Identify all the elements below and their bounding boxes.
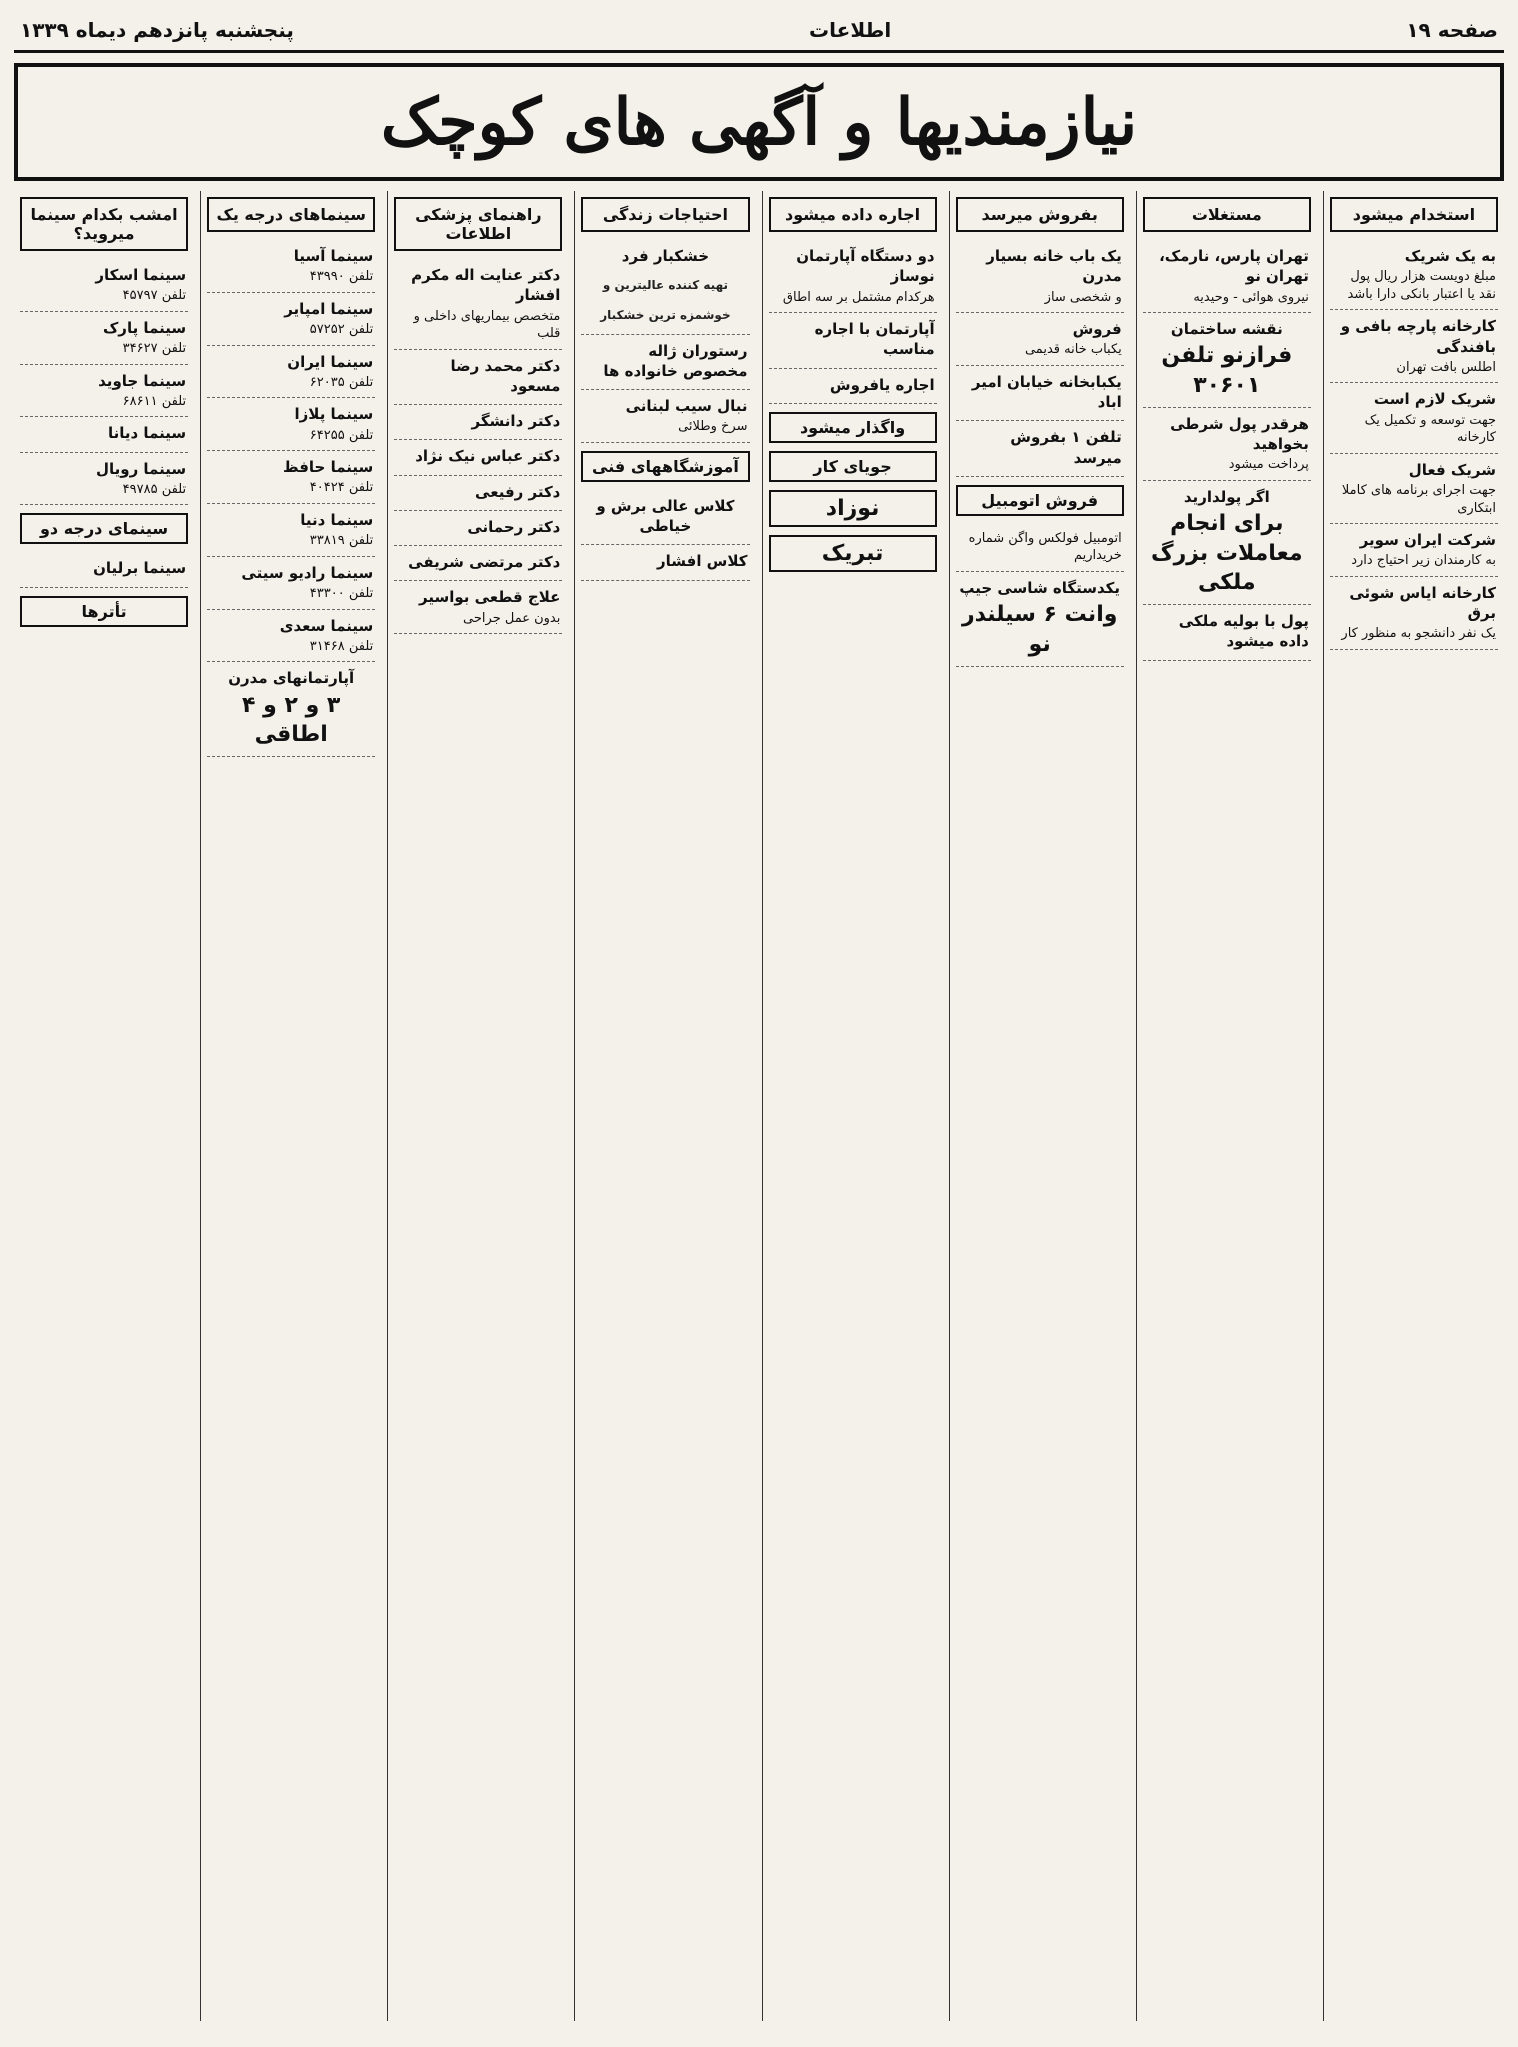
- ad-item: دکتر مرتضی شریفی: [394, 546, 562, 581]
- ad-item: کارخانه پارچه بافی و بافندگی اطلس بافت تهران: [1330, 310, 1498, 383]
- ad-item: سینما رویال تلفن ۴۹۷۸۵: [20, 453, 188, 506]
- ad-item: تلفن ۱ بفروش میرسد: [956, 421, 1124, 477]
- column-title: اجاره داده میشود: [769, 197, 937, 232]
- section-title: تبریک: [769, 535, 937, 572]
- ad-item: رستوران ژاله مخصوص خانواده ها: [581, 335, 749, 391]
- classified-banner: [14, 63, 1504, 181]
- ad-item: سینما امپایر تلفن ۵۷۲۵۲: [207, 293, 375, 346]
- banner-title: نیازمندیها و آگهی های کوچک: [380, 84, 1138, 160]
- ad-item: اجاره یافروش: [769, 369, 937, 404]
- top-header: [14, 10, 1504, 53]
- section-title: فروش اتومبیل: [956, 485, 1124, 516]
- ad-item: علاج قطعی بواسیر بدون عمل جراحی: [394, 581, 562, 634]
- date: پنجشنبه پانزدهم دیماه ۱۳۳۹: [20, 18, 294, 42]
- column-0: [1323, 191, 1504, 2021]
- column-title: بفروش میرسد: [956, 197, 1124, 232]
- ad-item: دکتر رحمانی: [394, 511, 562, 546]
- ad-item: دکتر رفیعی: [394, 476, 562, 511]
- ad-item: سینما آسیا تلفن ۴۳۹۹۰: [207, 240, 375, 293]
- ad-item: خشکبار فرد تهیه کننده عالیترین و خوشمزه ترین خشکبار: [581, 240, 749, 335]
- section-title: نوزاد: [769, 490, 937, 527]
- ad-item: شرکت ایران سویر به کارمندان زیر احتیاج دارد: [1330, 524, 1498, 577]
- ad-item: کارخانه ایاس شوئی برق یک نفر دانشجو به منظور کار: [1330, 577, 1498, 650]
- ad-item: سینما برلیان: [20, 552, 188, 587]
- ad-item: یک باب خانه بسیار مدرن و شخصی ساز: [956, 240, 1124, 313]
- ad-item: اتومبیل فولکس واگن شماره خریداریم: [956, 524, 1124, 572]
- ad-item: سینما حافظ تلفن ۴۰۴۲۴: [207, 451, 375, 504]
- ad-item: سینما پارک تلفن ۳۴۶۲۷: [20, 312, 188, 365]
- section-title: جویای کار: [769, 451, 937, 482]
- column-1: [1136, 191, 1317, 2021]
- ad-item: نقشه ساختمان فرازنو تلفن ۳۰۶۰۱: [1143, 313, 1311, 408]
- column-2: [949, 191, 1130, 2021]
- column-7: [14, 191, 194, 2021]
- column-3: [762, 191, 943, 2021]
- ad-item: کلاس افشار: [581, 545, 749, 580]
- ad-item: سینما دنیا تلفن ۳۳۸۱۹: [207, 504, 375, 557]
- ad-item: دکتر دانشگر: [394, 405, 562, 440]
- column-4: [574, 191, 755, 2021]
- section-title: تأترها: [20, 596, 188, 627]
- ad-item: سینما پلازا تلفن ۶۴۲۵۵: [207, 398, 375, 451]
- ad-item: هرقدر پول شرطی بخواهید پرداخت میشود: [1143, 408, 1311, 481]
- ad-item: سینما دیانا: [20, 417, 188, 452]
- ad-item: آپارتمانهای مدرن ۳ و ۲ و ۴ اطاقی: [207, 662, 375, 757]
- ad-item: نبال سیب لبنانی سرخ وطلائی: [581, 390, 749, 443]
- section-title: واگذار میشود: [769, 412, 937, 443]
- ad-item: دکتر عباس نیک نژاد: [394, 440, 562, 475]
- column-title: راهنمای پزشکی اطلاعات: [394, 197, 562, 251]
- ad-item: سینما ایران تلفن ۶۲۰۳۵: [207, 346, 375, 399]
- page-number: صفحه ۱۹: [1406, 18, 1498, 42]
- ad-item: تهران پارس، نارمک، تهران نو نیروی هوائی - وحیدیه: [1143, 240, 1311, 313]
- ad-item: سینما سعدی تلفن ۳۱۴۶۸: [207, 610, 375, 663]
- column-title: استخدام میشود: [1330, 197, 1498, 232]
- column-title: امشب بکدام سینما میروید؟: [20, 197, 188, 251]
- ad-item: یکبابخانه خیابان امیر اباد: [956, 366, 1124, 422]
- paper-name: اطلاعات: [809, 18, 892, 42]
- ad-item: به یک شریک مبلغ دویست هزار ریال پول نقد یا اعتبار بانکی دارا باشد: [1330, 240, 1498, 310]
- ad-item: اگر پولدارید برای انجام معاملات بزرگ ملکی: [1143, 481, 1311, 605]
- ad-item: یکدستگاه شاسی جیپ وانت ۶ سیلندر نو: [956, 572, 1124, 667]
- section-title: آموزشگاههای فنی: [581, 451, 749, 482]
- ad-item: سینما رادیو سیتی تلفن ۴۳۳۰۰: [207, 557, 375, 610]
- ad-item: آپارتمان با اجاره مناسب: [769, 313, 937, 369]
- ad-columns: [14, 191, 1504, 2021]
- ad-item: دکتر محمد رضا مسعود: [394, 350, 562, 406]
- ad-item: شریک فعال جهت اجرای برنامه های کاملا ابتکاری: [1330, 454, 1498, 524]
- ad-item: دکتر عنایت اله مکرم افشار متخصص بیماریهای داخلی و قلب: [394, 259, 562, 350]
- column-6: [200, 191, 381, 2021]
- ad-item: کلاس عالی برش و خیاطی: [581, 490, 749, 546]
- ad-item: فروش یکباب خانه قدیمی: [956, 313, 1124, 366]
- column-title: مستغلات: [1143, 197, 1311, 232]
- ad-item: شریک لازم است جهت توسعه و تکمیل یک کارخانه: [1330, 383, 1498, 453]
- section-title: سینمای درجه دو: [20, 513, 188, 544]
- ad-item: دو دستگاه آپارتمان نوساز هرکدام مشتمل بر سه اطاق: [769, 240, 937, 313]
- ad-item: پول با بولیه ملکی داده میشود: [1143, 605, 1311, 661]
- column-title: سینماهای درجه یک: [207, 197, 375, 232]
- ad-item: سینما اسکار تلفن ۴۵۷۹۷: [20, 259, 188, 312]
- column-title: احتیاجات زندگی: [581, 197, 749, 232]
- column-5: [387, 191, 568, 2021]
- ad-item: سینما جاوید تلفن ۶۸۶۱۱: [20, 365, 188, 418]
